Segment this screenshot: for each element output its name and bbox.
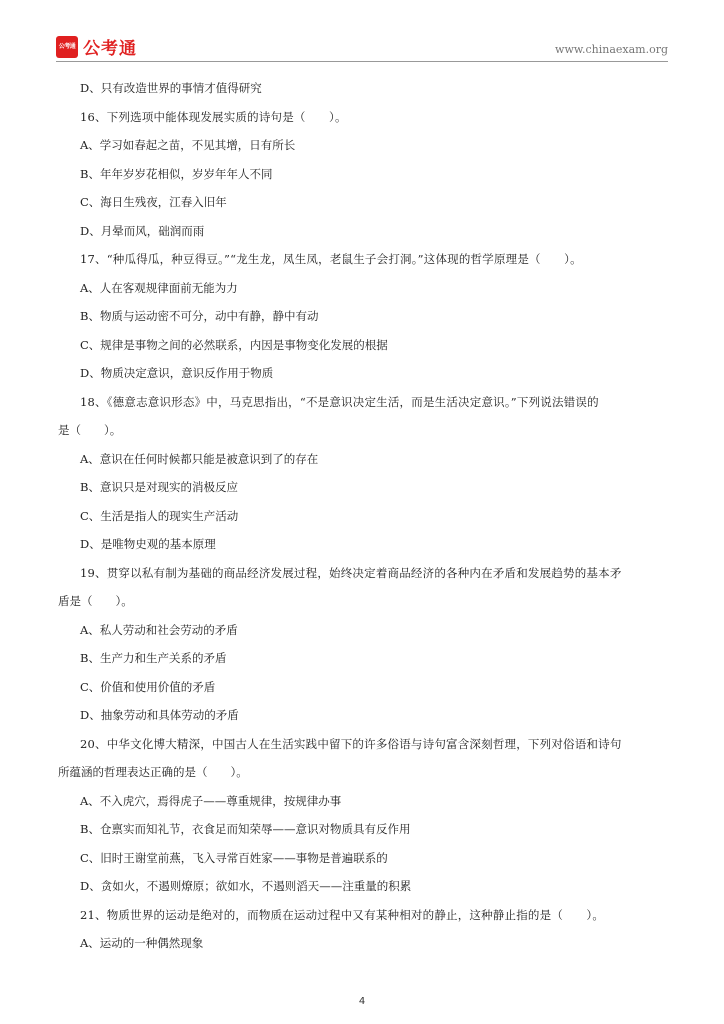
- option-19-a: A、私人劳动和社会劳动的矛盾: [80, 622, 238, 637]
- question-18-continued: 是（ ）。: [58, 423, 122, 437]
- option-19-c: C、价值和使用价值的矛盾: [80, 679, 216, 694]
- option-20-b: B、仓禀实而知礼节，衣食足而知荣辱——意识对物质具有反作用: [80, 822, 411, 836]
- question-16: 16、下列选项中能体现发展实质的诗句是（ ）。: [80, 109, 347, 124]
- question-18: 18、《德意志意识形态》中，马克思指出，“不是意识决定生活，而是生活决定意识。”下列说法错误的: [80, 394, 599, 409]
- option-15-d: D、只有改造世界的事情才值得研究: [80, 81, 262, 95]
- question-20-continued: 所蕴涵的哲理表达正确的是（ ）。: [58, 765, 248, 779]
- site-url: www.chinaexam.org: [555, 43, 668, 56]
- header-divider: [56, 61, 668, 62]
- question-19-continued: 盾是（ ）。: [58, 594, 133, 608]
- question-20: 20、中华文化博大精深，中国古人在生活实践中留下的许多俗语与诗句富含深刻哲理，下列对俗语和诗句: [80, 736, 622, 751]
- question-21: 21、物质世界的运动是绝对的，而物质在运动过程中又有某种相对的静止，这种静止指的是（ ）。: [80, 907, 605, 922]
- option-17-d: D、物质决定意识，意识反作用于物质: [80, 366, 274, 380]
- option-20-d: D、贪如火，不遏则燎原；欲如水，不遏则滔天——注重量的积累: [80, 879, 412, 893]
- question-19: 19、贯穿以私有制为基础的商品经济发展过程，始终决定着商品经济的各种内在矛盾和发展趋势的基本矛: [80, 565, 622, 580]
- logo: [56, 34, 137, 59]
- option-18-d: D、是唯物史观的基本原理: [80, 537, 216, 551]
- option-16-c: C、海日生残夜，江春入旧年: [80, 195, 227, 209]
- option-18-a: A、意识在任何时候都只能是被意识到了的存在: [80, 451, 319, 466]
- option-16-b: B、年年岁岁花相似，岁岁年年人不同: [80, 166, 273, 181]
- option-20-a: A、不入虎穴，焉得虎子——尊重规律，按规律办事: [80, 793, 342, 808]
- option-16-a: A、学习如春起之苗，不见其增，日有所长: [80, 138, 296, 152]
- option-17-c: C、规律是事物之间的必然联系，内因是事物变化发展的根据: [80, 337, 388, 352]
- logo-text: 公考通: [83, 39, 137, 59]
- option-17-b: B、物质与运动密不可分，动中有静，静中有动: [80, 309, 319, 323]
- option-18-b: B、意识只是对现实的消极反应: [80, 480, 238, 494]
- document-body: [58, 74, 670, 958]
- logo-badge-icon: 公考通: [56, 36, 78, 58]
- option-20-c: C、旧时王谢堂前燕，飞入寻常百姓家——事物是普遍联系的: [80, 850, 388, 865]
- question-17: 17、“种瓜得瓜，种豆得豆。”“龙生龙，凤生凤，老鼠生子会打洞。”这体现的哲学原理是（ ）。: [80, 252, 582, 266]
- page-header: [56, 34, 668, 60]
- option-21-a: A、运动的一种偶然现象: [80, 936, 204, 950]
- option-19-d: D、抽象劳动和具体劳动的矛盾: [80, 708, 239, 722]
- option-17-a: A、人在客观规律面前无能为力: [80, 280, 238, 295]
- page-number: 4: [358, 996, 366, 1007]
- option-18-c: C、生活是指人的现实生产活动: [80, 508, 239, 523]
- option-16-d: D、月晕而风，础润而雨: [80, 223, 205, 238]
- option-19-b: B、生产力和生产关系的矛盾: [80, 651, 227, 665]
